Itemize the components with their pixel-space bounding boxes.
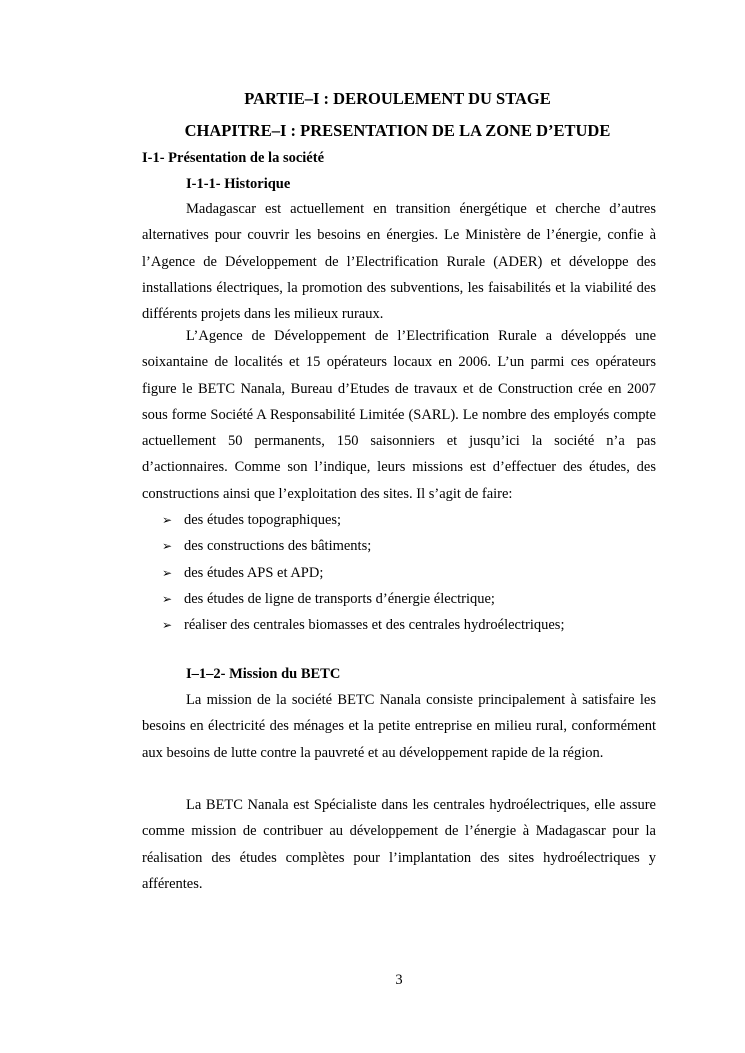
paragraph-mission-2: La BETC Nanala est Spécialiste dans les centrales hydroélectriques, elle assure comme mission de contribuer au développement de l’énergie à Madagascar pour la réalisation des études complètes pour l’implantation des sites hydroélectriques y afférentes. — [142, 797, 656, 892]
subsection-heading-historique: I-1-1- Historique — [186, 176, 291, 192]
paragraph-historique-1: Madagascar est actuellement en transition énergétique et cherche d’autres alternatives pour couvrir les besoins en énergies. Le Ministère de l’énergie, confie à l’Agence de Développement de l’Electrification Rurale (ADER) et développe des installations électriques, la promotion des subventions, les faisabilités et la viabilité des différents projets dans les milieux ruraux. — [142, 201, 656, 323]
section-heading: I-1- Présentation de la société — [142, 150, 325, 166]
part-title: PARTIE–I : DEROULEMENT DU STAGE — [244, 89, 551, 108]
page-number: 3 — [395, 972, 403, 988]
arrow-bullet-icon: ➢ — [162, 618, 173, 633]
list-item: ➢ des études topographiques; — [162, 507, 564, 533]
arrow-bullet-icon: ➢ — [162, 591, 173, 606]
arrow-bullet-icon: ➢ — [162, 539, 173, 554]
chapter-title: CHAPITRE–I : PRESENTATION DE LA ZONE D’ETUDE — [184, 121, 611, 140]
paragraph-historique-2: L’Agence de Développement de l’Electrification Rurale a développés une soixantaine de localités et 15 opérateurs locaux en 2006. L’un parmi ces opérateurs figure le BETC Nanala, Bureau d’Etudes de travaux et de Construction crée en 2007 sous forme Société A Responsabilité Limitée (SARL). Le nombre des employés compte actuellement 50 permanents, 150 saisonniers et jusqu’ici la société n’a pas d’actionnaires. Comme son l’indique, leurs missions est d’effectuer des études, des constructions ainsi que l’exploitation des sites. Il s’agit de faire: — [142, 328, 656, 502]
list-item: ➢ des études APS et APD; — [162, 560, 564, 586]
list-item: ➢ des constructions des bâtiments; — [162, 533, 564, 559]
activity-list — [162, 507, 564, 638]
list-item: ➢ réaliser des centrales biomasses et des centrales hydroélectriques; — [162, 612, 564, 638]
paragraph-mission-1: La mission de la société BETC Nanala consiste principalement à satisfaire les besoins en électricité des ménages et la petite entreprise en milieu rural, conformément aux besoins de lutte contre la pauvreté et au développement rapide de la région. — [142, 692, 656, 761]
arrow-bullet-icon: ➢ — [162, 565, 173, 580]
subsection-heading-mission: I–1–2- Mission du BETC — [186, 666, 341, 682]
arrow-bullet-icon: ➢ — [162, 513, 173, 527]
list-item: ➢ des études de ligne de transports d’énergie électrique; — [162, 586, 564, 612]
